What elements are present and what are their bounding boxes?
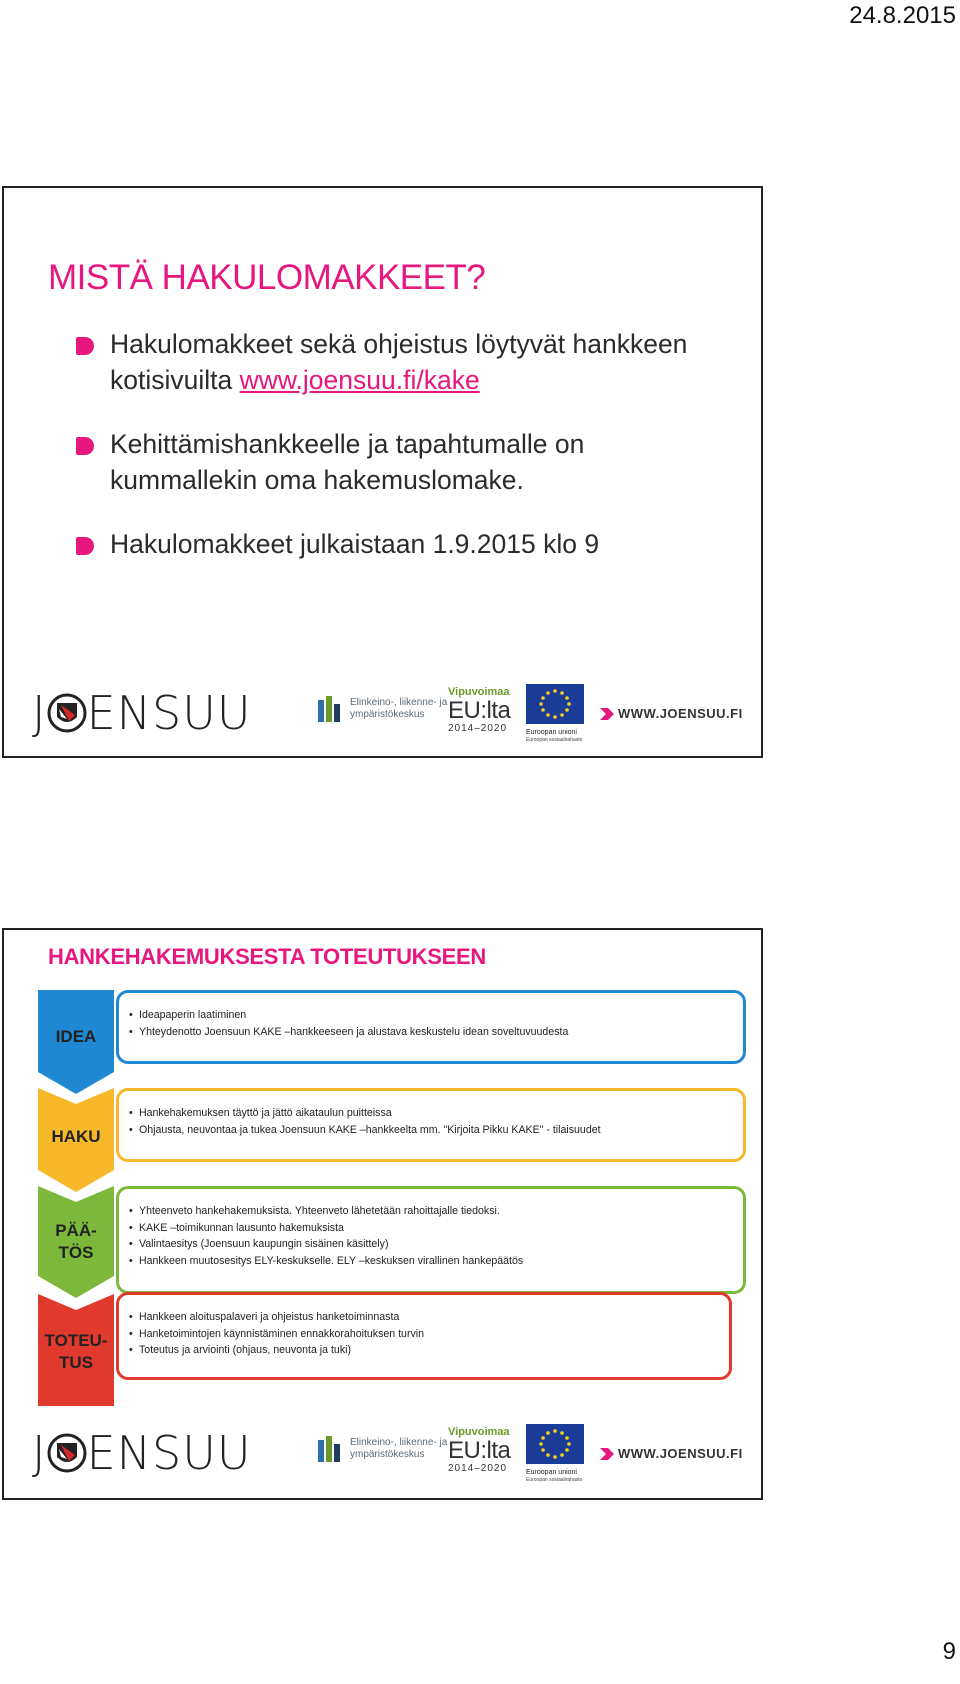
slide-title: MISTÄ HAKULOMAKKEET? xyxy=(48,258,486,297)
bullet-item xyxy=(76,426,736,498)
step-item: • Ohjausta, neuvontaa ja tukea Joensuun KAKE –hankkeelta mm. "Kirjoita Pikku KAKE" - tilaisuudet xyxy=(129,1122,733,1139)
step-paatos xyxy=(38,1186,748,1304)
step-label: TOTEU- TUS xyxy=(44,1331,108,1372)
bullet-list xyxy=(76,326,736,590)
step-item: • Yhteydenotto Joensuun KAKE –hankkeeseen ja alustava keskustelu idean soveltuvuudesta xyxy=(129,1024,733,1041)
joensuu-logo: J ENSUU xyxy=(32,686,252,740)
slide-title: HANKEHAKEMUKSESTA TOTEUTUKSEEN xyxy=(48,944,486,969)
step-box xyxy=(116,1292,732,1380)
step-box xyxy=(116,1186,746,1294)
www-logo: WWW.JOENSUU.FI xyxy=(600,706,743,721)
step-label: PÄÄ- TÖS xyxy=(55,1221,97,1262)
bullet-marker-icon xyxy=(76,337,94,355)
step-item: • Hanketoimintojen käynnistäminen ennakkorahoituksen turvin xyxy=(129,1326,719,1343)
step-haku xyxy=(38,1088,748,1198)
step-item: • KAKE –toimikunnan lausunto hakemuksista xyxy=(129,1220,733,1237)
joensuu-logo: J ENSUU xyxy=(32,1426,252,1480)
logo-footer xyxy=(4,1416,761,1498)
ely-emblem-icon xyxy=(316,694,344,724)
step-box xyxy=(116,1088,746,1162)
step-item: • Valintaesitys (Joensuun kaupungin sisäinen käsittely) xyxy=(129,1236,733,1253)
step-item: • Ideapaperin laatiminen xyxy=(129,1007,733,1024)
slide-2 xyxy=(2,928,763,1500)
step-box xyxy=(116,990,746,1064)
bullet-marker-icon xyxy=(76,437,94,455)
step-item: • Yhteenveto hankehakemuksista. Yhteenveto lähetetään rahoittajalle tiedoksi. xyxy=(129,1203,733,1220)
step-idea xyxy=(38,990,748,1100)
page-date: 24.8.2015 xyxy=(849,2,956,29)
step-toteutus xyxy=(38,1294,748,1412)
eulta-logo: Vipuvoimaa EU:lta 2014–2020 xyxy=(448,686,511,734)
arrow-icon xyxy=(600,708,614,720)
ely-logo: Elinkeino-, liikenne- ja ympäristökeskus xyxy=(316,1434,447,1464)
joensuu-crest-icon xyxy=(47,691,87,735)
slide-1 xyxy=(2,186,763,758)
step-item: • Hankkeen aloituspalaveri ja ohjeistus hanketoiminnasta xyxy=(129,1309,719,1326)
ely-emblem-icon xyxy=(316,1434,344,1464)
step-item: • Hankehakemuksen täyttö ja jättö aikataulun puitteissa xyxy=(129,1105,733,1122)
joensuu-crest-icon xyxy=(47,1431,87,1475)
eu-flag-icon xyxy=(526,1424,584,1464)
eulta-logo: Vipuvoimaa EU:lta 2014–2020 xyxy=(448,1426,511,1474)
kake-link[interactable]: www.joensuu.fi/kake xyxy=(239,365,480,395)
page-number: 9 xyxy=(942,1638,956,1665)
eu-flag-icon xyxy=(526,684,584,724)
bullet-text: Kehittämishankkeelle ja tapahtumalle on kummallekin oma hakemuslomake. xyxy=(110,429,585,495)
bullet-item xyxy=(76,526,736,562)
logo-footer xyxy=(4,676,761,756)
eu-flag-logo: Euroopan unioni Euroopan sosiaalirahasto xyxy=(526,684,588,743)
bullet-text: Hakulomakkeet julkaistaan 1.9.2015 klo 9 xyxy=(110,529,600,559)
eu-flag-logo: Euroopan unioni Euroopan sosiaalirahasto xyxy=(526,1424,588,1483)
step-label: IDEA xyxy=(55,1027,97,1046)
bullet-item xyxy=(76,326,736,398)
bullet-text: Hakulomakkeet sekä ohjeistus löytyvät hankkeen kotisivuilta xyxy=(110,329,688,395)
step-item: • Hankkeen muutosesitys ELY-keskukselle. ELY –keskuksen virallinen hankepäätös xyxy=(129,1253,733,1270)
arrow-icon xyxy=(600,1448,614,1460)
www-logo: WWW.JOENSUU.FI xyxy=(600,1446,743,1461)
step-item: • Toteutus ja arviointi (ohjaus, neuvonta ja tuki) xyxy=(129,1342,719,1359)
ely-logo: Elinkeino-, liikenne- ja ympäristökeskus xyxy=(316,694,447,724)
step-label: HAKU xyxy=(51,1127,101,1146)
bullet-marker-icon xyxy=(76,537,94,555)
